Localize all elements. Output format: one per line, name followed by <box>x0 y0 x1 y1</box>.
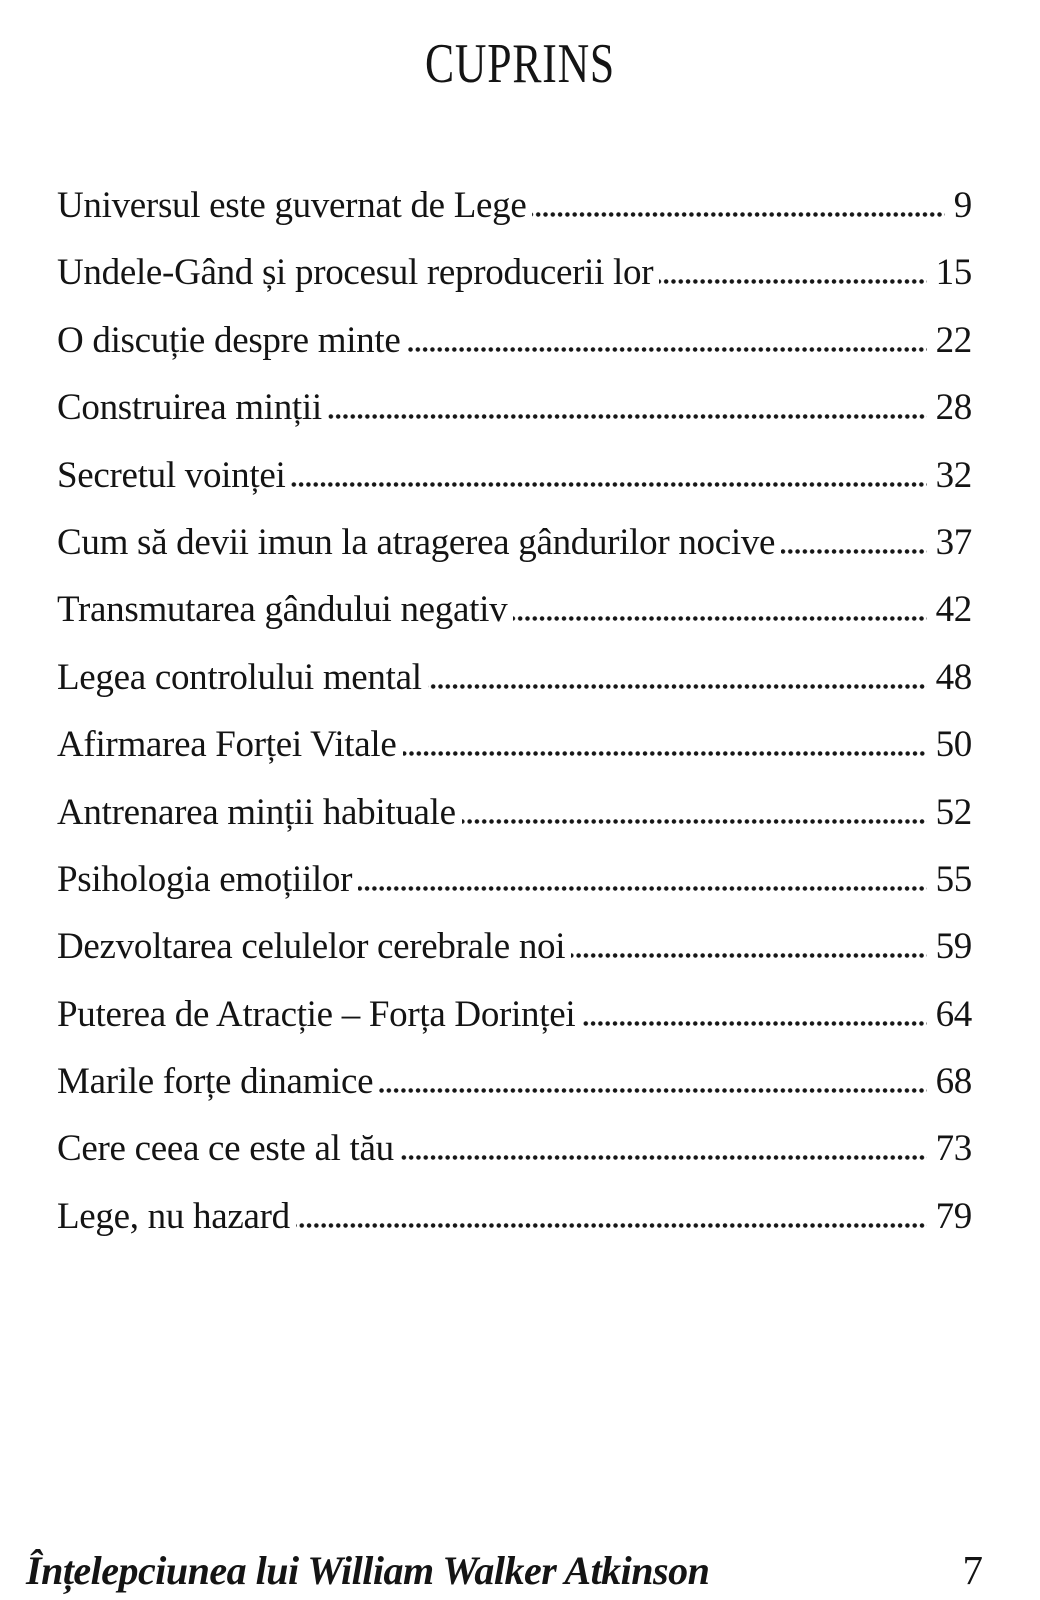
toc-entry-title: Antrenarea minții habituale <box>57 791 456 833</box>
dot-leader <box>428 684 927 689</box>
dot-leader <box>781 549 926 554</box>
toc-entry <box>57 644 972 711</box>
table-of-contents <box>0 172 1040 1250</box>
dot-leader <box>462 819 927 824</box>
dot-leader <box>513 616 926 621</box>
toc-entry-title: Universul este guvernat de Lege <box>57 185 527 226</box>
toc-entry-title: Transmutarea gândului negativ <box>57 589 508 631</box>
toc-entry-page: 28 <box>935 387 972 429</box>
dot-leader <box>358 886 926 891</box>
toc-entry-page: 68 <box>935 1061 972 1103</box>
toc-entry-title: Construirea minții <box>57 387 322 429</box>
toc-entry <box>57 442 972 509</box>
dot-leader <box>532 212 944 217</box>
toc-entry-title: Cum să devii imun la atragerea gândurilor nocive <box>57 521 776 563</box>
footer-book-title: Înțelepciunea lui William Walker Atkinson <box>26 1548 710 1593</box>
toc-entry-page: 55 <box>935 858 972 900</box>
page-footer <box>26 1546 983 1594</box>
toc-entry <box>57 1048 972 1115</box>
dot-leader <box>379 1088 926 1093</box>
toc-entry-page: 32 <box>935 454 972 496</box>
toc-entry <box>57 509 972 576</box>
toc-entry <box>57 846 972 913</box>
toc-entry-title: Puterea de Atracție – Forța Dorinței <box>57 993 576 1035</box>
toc-entry-page: 48 <box>935 656 972 698</box>
toc-entry-page: 9 <box>953 185 972 226</box>
toc-entry <box>57 576 972 643</box>
toc-entry <box>57 239 972 306</box>
toc-entry-page: 15 <box>935 252 972 294</box>
dot-leader <box>328 414 927 419</box>
toc-entry <box>57 374 972 441</box>
dot-leader <box>571 953 926 958</box>
toc-entry <box>57 913 972 980</box>
page-title: CUPRINS <box>425 33 615 95</box>
toc-entry-title: Afirmarea Forței Vitale <box>57 724 397 766</box>
toc-entry-title: Lege, nu hazard <box>57 1195 290 1237</box>
toc-entry-title: Undele-Gând și procesul reproducerii lor <box>57 252 654 294</box>
toc-entry-page: 73 <box>935 1128 972 1170</box>
dot-leader <box>581 1021 926 1026</box>
dot-leader <box>291 482 926 487</box>
toc-entry-page: 42 <box>935 589 972 631</box>
dot-leader <box>296 1223 927 1228</box>
toc-entry-title: Dezvoltarea celulelor cerebrale noi <box>57 926 566 968</box>
dot-leader <box>400 1155 927 1160</box>
toc-entry <box>57 779 972 846</box>
toc-entry <box>57 1183 972 1250</box>
footer-page-number: 7 <box>962 1547 983 1593</box>
dot-leader <box>403 751 927 756</box>
toc-entry-title: Cere ceea ce este al tău <box>57 1128 394 1170</box>
toc-entry-title: Marile forțe dinamice <box>57 1061 374 1103</box>
toc-entry-page: 59 <box>935 926 972 968</box>
toc-entry-title: O discuție despre minte <box>57 319 401 361</box>
toc-entry <box>57 1115 972 1182</box>
toc-entry-page: 79 <box>935 1195 972 1237</box>
toc-entry-title: Psihologia emoțiilor <box>57 858 353 900</box>
toc-entry-title: Legea controlului mental <box>57 656 422 698</box>
toc-entry <box>57 172 972 239</box>
toc-entry-page: 64 <box>935 993 972 1035</box>
toc-entry-page: 22 <box>935 319 972 361</box>
dot-leader <box>406 347 926 352</box>
toc-entry <box>57 981 972 1048</box>
toc-entry-page: 50 <box>935 724 972 766</box>
toc-entry-page: 52 <box>935 791 972 833</box>
toc-entry-page: 37 <box>935 521 972 563</box>
toc-entry-title: Secretul voinței <box>57 454 286 496</box>
dot-leader <box>659 279 926 284</box>
toc-entry <box>57 711 972 778</box>
toc-entry <box>57 307 972 374</box>
